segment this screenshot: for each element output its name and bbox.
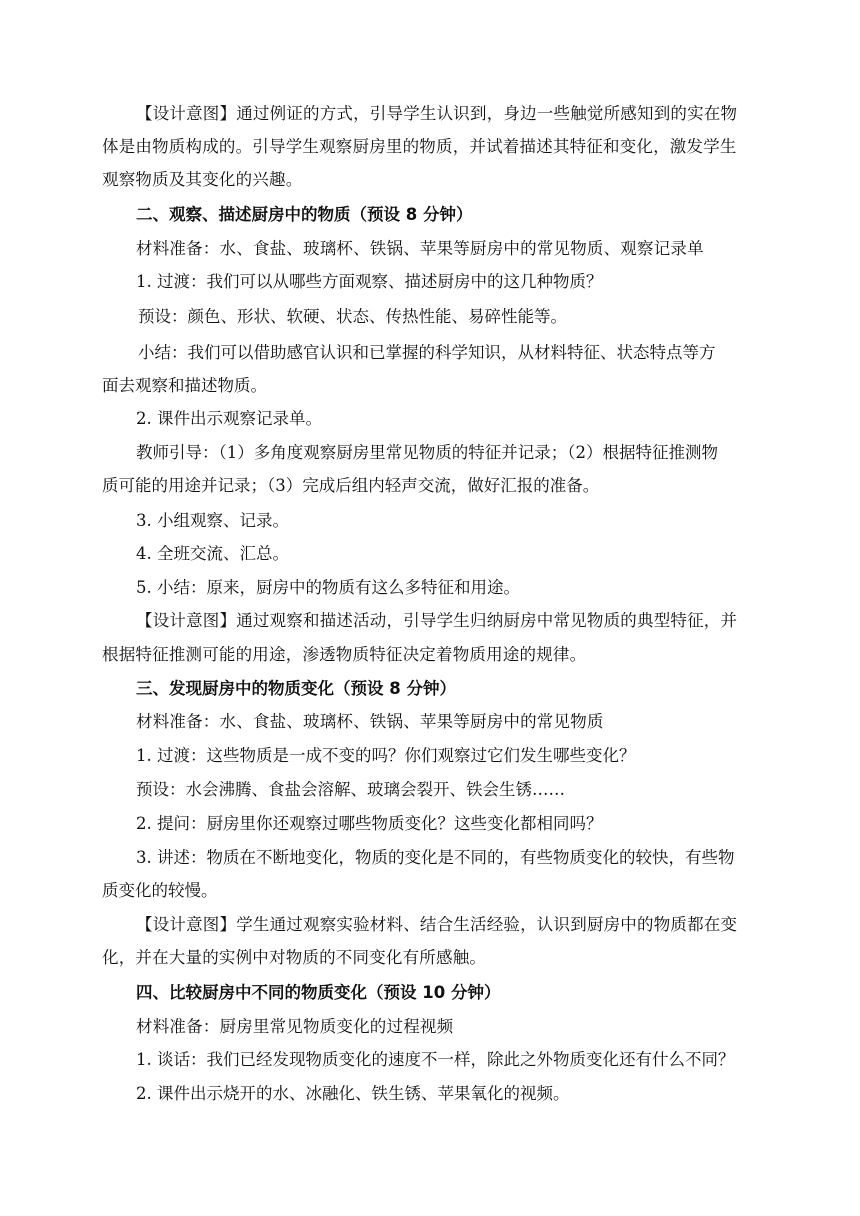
step-line: 3. 小组观察、记录。	[136, 511, 289, 530]
section-heading-2: 二、观察、描述厨房中的物质（预设 8 分钟）	[136, 205, 473, 224]
materials-line-3: 材料准备：水、食盐、玻璃杯、铁锅、苹果等厨房中的常见物质	[136, 712, 604, 731]
preset-line: 预设：水会沸腾、食盐会溶解、玻璃会裂开、铁会生锈……	[136, 780, 565, 799]
section-heading-3: 三、发现厨房中的物质变化（预设 8 分钟）	[136, 679, 456, 698]
design-intent-1-line-1: 【设计意图】通过例证的方式，引导学生认识到，身边一些触觉所感知到的实在物	[136, 104, 738, 123]
step-line: 4. 全班交流、汇总。	[136, 544, 289, 563]
step-line: 2. 课件出示观察记录单。	[136, 409, 322, 428]
step-line: 5. 小结：原来，厨房中的物质有这么多特征和用途。	[136, 578, 520, 597]
materials-line-4: 材料准备：厨房里常见物质变化的过程视频	[136, 1017, 454, 1036]
summary-line-1: 小结：我们可以借助感官认识和已掌握的科学知识，从材料特征、状态特点等方	[138, 343, 716, 362]
design-intent-2-line-2: 根据特征推测可能的用途，渗透物质特征决定着物质用途的规律。	[102, 645, 587, 664]
design-intent-2-line-1: 【设计意图】通过观察和描述活动，引导学生归纳厨房中常见物质的典型特征，并	[136, 611, 738, 630]
step-line: 1. 过渡：这些物质是一成不变的吗？你们观察过它们发生哪些变化？	[136, 746, 636, 765]
step-line: 1. 过渡：我们可以从哪些方面观察、描述厨房中的这几种物质？	[136, 272, 603, 291]
lecture-line-2: 质变化的较慢。	[102, 881, 218, 900]
teacher-guide-line-1: 教师引导：（1）多角度观察厨房里常见物质的特征并记录；（2）根据特征推测物	[136, 443, 718, 462]
step-line: 2. 课件出示烧开的水、冰融化、铁生锈、苹果氧化的视频。	[136, 1084, 570, 1103]
design-intent-1-line-2: 体是由物质构成的。引导学生观察厨房里的物质，并试着描述其特征和变化，激发学生	[102, 137, 737, 156]
summary-line-2: 面去观察和描述物质。	[102, 376, 267, 395]
section-heading-4: 四、比较厨房中不同的物质变化（预设 10 分钟）	[136, 983, 501, 1002]
materials-line-2: 材料准备：水、食盐、玻璃杯、铁锅、苹果等厨房中的常见物质、观察记录单	[136, 239, 704, 258]
design-intent-3-line-2: 化，并在大量的实例中对物质的不同变化有所感触。	[102, 948, 487, 967]
design-intent-3-line-1: 【设计意图】学生通过观察实验材料、结合生活经验，认识到厨房中的物质都在变	[136, 915, 738, 934]
lecture-line-1: 3. 讲述：物质在不断地变化，物质的变化是不同的，有些物质变化的较快，有些物	[136, 848, 735, 867]
step-line: 1. 谈话：我们已经发现物质变化的速度不一样，除此之外物质变化还有什么不同？	[136, 1050, 735, 1069]
step-line: 2. 提问：厨房里你还观察过哪些物质变化？这些变化都相同吗？	[136, 814, 603, 833]
design-intent-1-line-3: 观察物质及其变化的兴趣。	[102, 170, 303, 189]
teacher-guide-line-2: 质可能的用途并记录；（3）完成后组内轻声交流，做好汇报的准备。	[102, 476, 600, 495]
preset-line: 预设：颜色、形状、软硬、状态、传热性能、易碎性能等。	[138, 307, 567, 326]
